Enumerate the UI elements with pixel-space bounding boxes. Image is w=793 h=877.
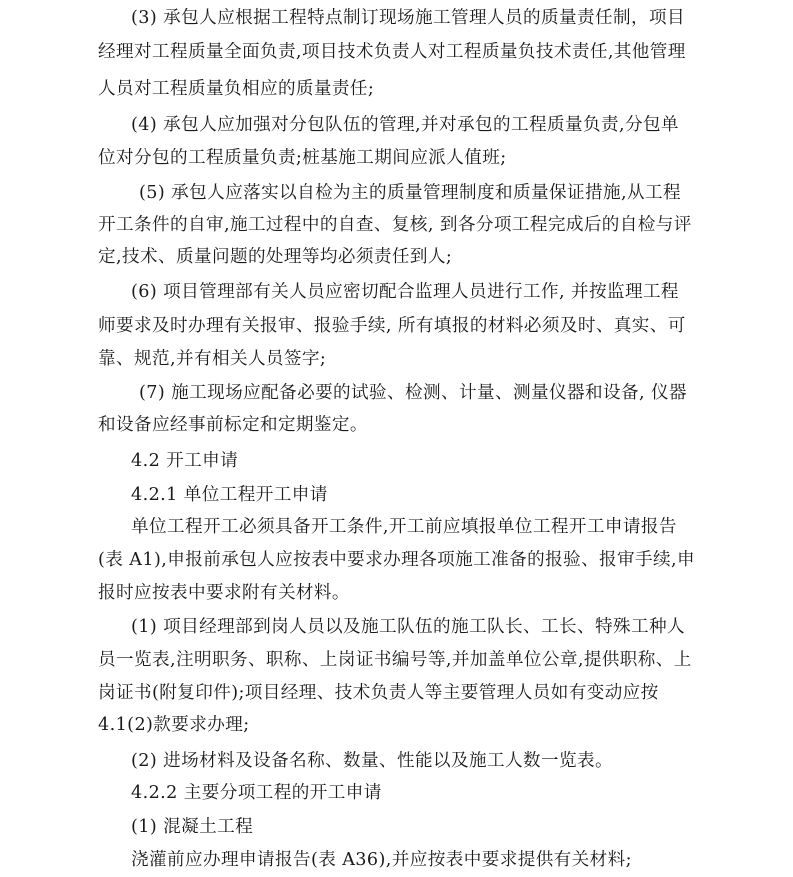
paragraph-line: (6) 项目管理部有关人员应密切配合监理人员进行工作, 并按监理工程 [131,282,679,302]
paragraph-line: 和设备应经事前标定和定期鉴定。 [98,415,368,435]
paragraph-line: 靠、规范,并有相关人员签字; [98,349,327,369]
paragraph-line: (1) 项目经理部到岗人员以及施工队伍的施工队长、工长、特殊工种人 [131,617,685,637]
paragraph-line: (4) 承包人应加强对分包队伍的管理,并对承包的工程质量负责,分包单 [131,115,679,135]
paragraph-line: (1) 混凝土工程 [131,817,254,837]
subsection-heading: 4.2.1 单位工程开工申请 [131,485,328,505]
paragraph-line: 员一览表,注明职务、职称、上岗证书编号等,并加盖单位公章,提供职称、上 [98,650,692,670]
section-heading: 4.2 开工申请 [131,451,239,471]
paragraph-line: (表 A1),申报前承包人应按表中要求办理各项施工准备的报验、报审手续,申 [98,550,696,570]
paragraph-line: 浇灌前应办理申请报告(表 A36),并应按表中要求提供有关材料; [131,850,632,870]
paragraph-line: (3) 承包人应根据工程特点制订现场施工管理人员的质量责任制，项目 [131,8,685,28]
paragraph-line: 经理对工程质量全面负责,项目技术负责人对工程质量负技术责任,其他管理 [98,42,686,62]
subsection-heading: 4.2.2 主要分项工程的开工申请 [131,783,382,803]
paragraph-line: 位对分包的工程质量负责;桩基施工期间应派人值班; [98,148,507,168]
paragraph-line: 师要求及时办理有关报审、报验手续, 所有填报的材料必须及时、真实、可 [98,316,686,336]
paragraph-line: 开工条件的自审,施工过程中的自查、复核, 到各分项工程完成后的自检与评 [98,215,692,235]
paragraph-line: 人员对工程质量负相应的质量责任; [98,79,375,99]
paragraph-line: 4.1(2)款要求办理; [98,715,250,735]
paragraph-line: 报时应按表中要求附有关材料。 [98,583,350,603]
paragraph-line: 定,技术、质量问题的处理等均必须责任到人; [98,247,453,267]
paragraph-line: (5) 承包人应落实以自检为主的质量管理制度和质量保证措施,从工程 [139,183,681,203]
paragraph-line: (7) 施工现场应配备必要的试验、检测、计量、测量仪器和设备, 仪器 [139,383,687,403]
paragraph-line: (2) 进场材料及设备名称、数量、性能以及施工人数一览表。 [131,751,613,771]
paragraph-line: 岗证书(附复印件);项目经理、技术负责人等主要管理人员如有变动应按 [98,683,659,703]
paragraph-line: 单位工程开工必须具备开工条件,开工前应填报单位工程开工申请报告 [131,517,677,537]
